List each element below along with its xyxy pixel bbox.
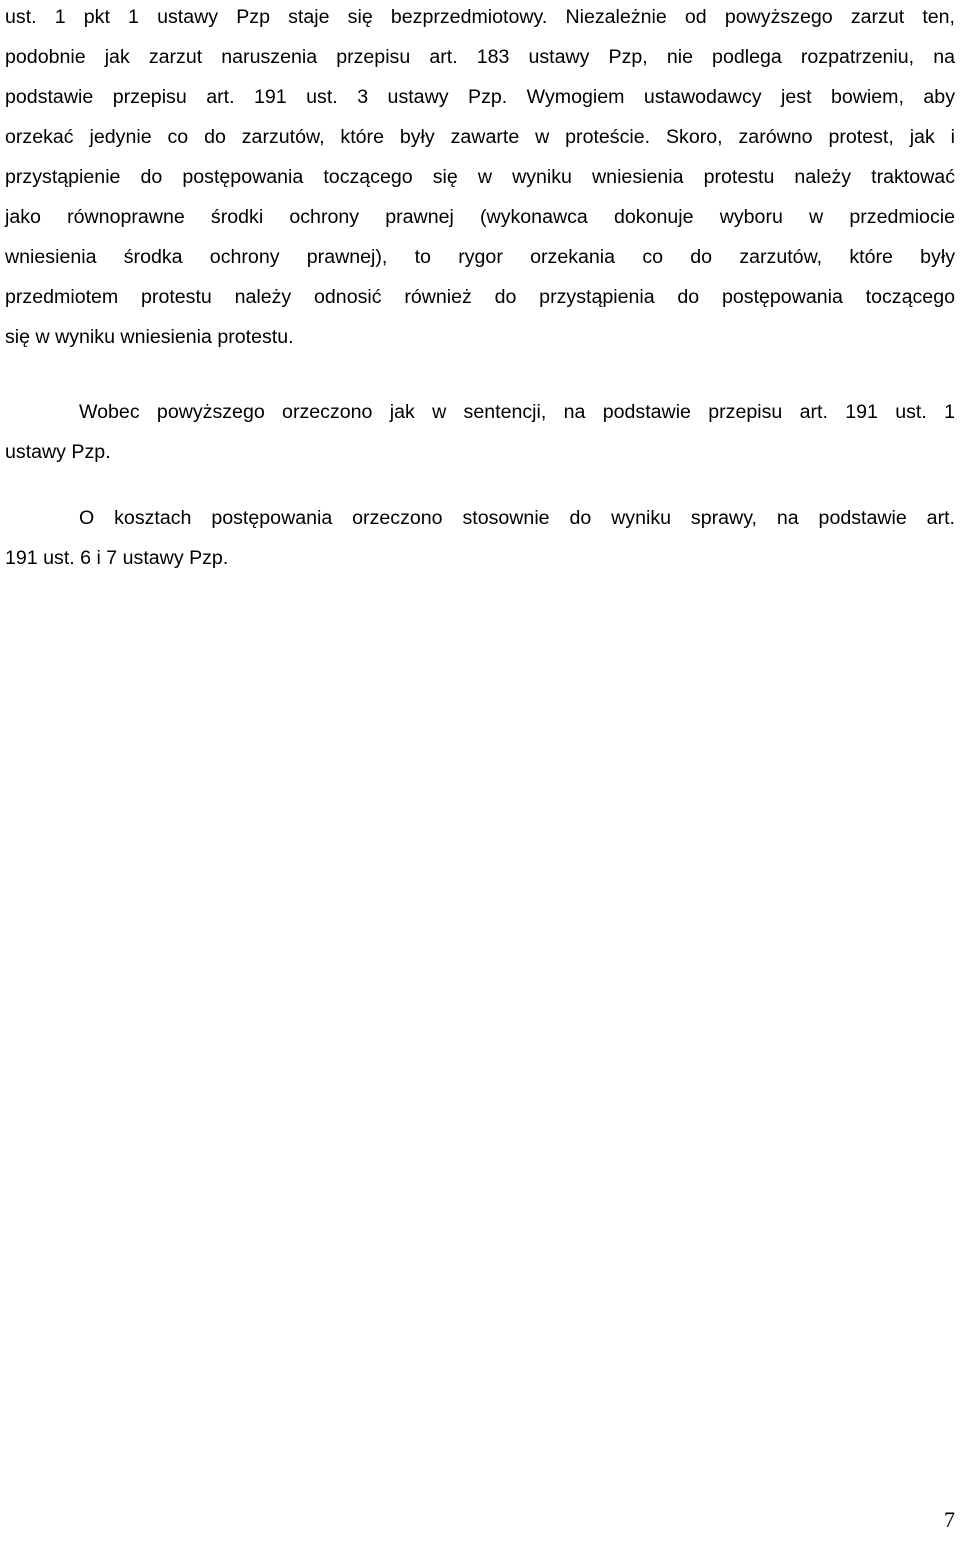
- page-number: 7: [944, 1507, 955, 1532]
- text-line: wniesienia środka ochrony prawnej), to rygor orzekania co do zarzutów, które były: [5, 246, 955, 268]
- text-line: przystąpienie do postępowania toczącego się w wyniku wniesienia protestu należy traktować: [5, 166, 955, 188]
- text-line: O kosztach postępowania orzeczono stosownie do wyniku sprawy, na podstawie art.: [79, 507, 955, 529]
- text-line: jako równoprawne środki ochrony prawnej (wykonawca dokonuje wyboru w przedmiocie: [5, 206, 955, 228]
- text-line: ustawy Pzp.: [5, 441, 111, 463]
- text-line: podobnie jak zarzut naruszenia przepisu art. 183 ustawy Pzp, nie podlega rozpatrzeniu, na: [5, 46, 955, 68]
- text-line: przedmiotem protestu należy odnosić również do przystąpienia do postępowania toczącego: [5, 286, 955, 308]
- text-line: się w wyniku wniesienia protestu.: [5, 326, 294, 348]
- text-line: orzekać jedynie co do zarzutów, które były zawarte w proteście. Skoro, zarówno protest, jak i: [5, 126, 955, 148]
- text-line: podstawie przepisu art. 191 ust. 3 ustawy Pzp. Wymogiem ustawodawcy jest bowiem, aby: [5, 86, 955, 108]
- paragraph-protest-reasoning: [5, 0, 955, 357]
- paragraph-ruling-basis: [5, 392, 955, 472]
- text-line: ust. 1 pkt 1 ustawy Pzp staje się bezprzedmiotowy. Niezależnie od powyższego zarzut ten,: [5, 6, 955, 28]
- text-line: Wobec powyższego orzeczono jak w sentencji, na podstawie przepisu art. 191 ust. 1: [79, 401, 955, 423]
- paragraph-costs: [5, 498, 955, 578]
- text-line: 191 ust. 6 i 7 ustawy Pzp.: [5, 547, 229, 569]
